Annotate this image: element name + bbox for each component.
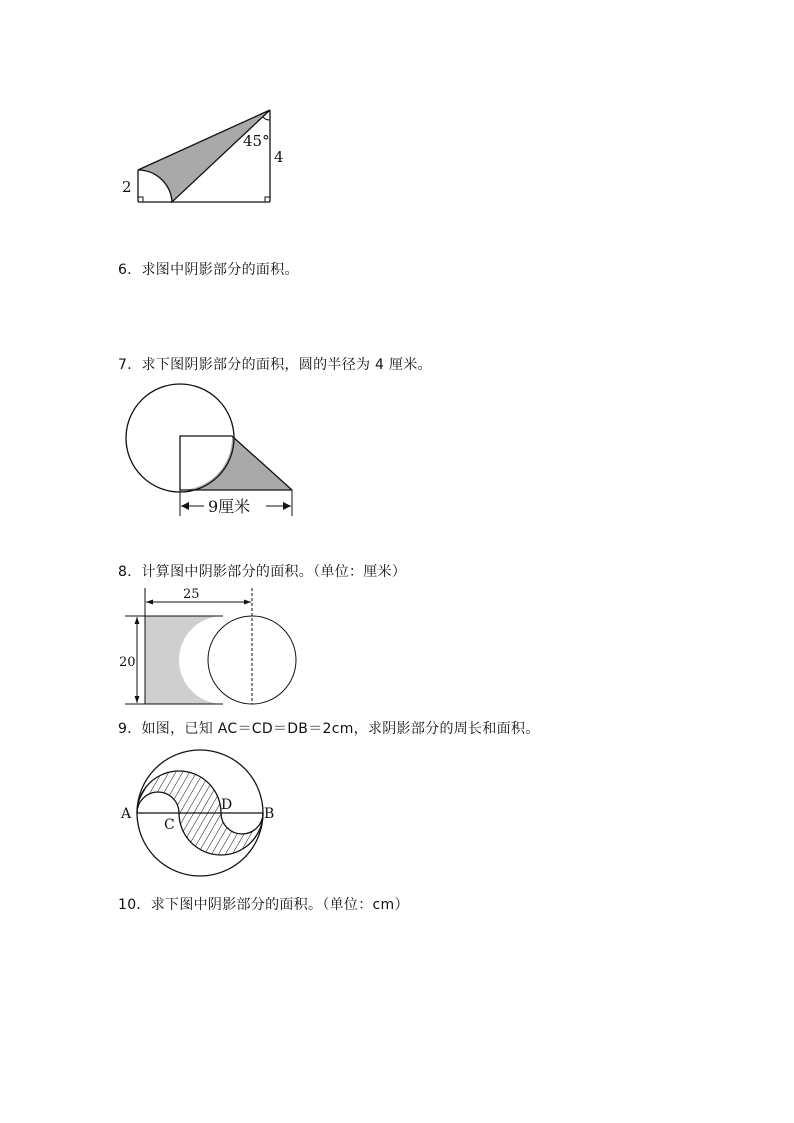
question-9: 9．如图，已知 AC＝CD＝DB＝2cm，求阴影部分的周长和面积。 [118,721,540,737]
label-b: B [264,806,275,822]
dim-arrow-left-bottom [135,696,140,703]
figure-yin-yang-circles [115,745,285,880]
label-a: A [121,806,132,822]
shaded-region [180,436,292,490]
dim-arrow-right [283,502,291,510]
label-c: C [164,817,175,833]
label-20: 20 [119,655,136,670]
question-8: 8．计算图中阴影部分的面积。（单位：厘米） [118,564,407,580]
right-angle-mark-left [138,197,143,202]
dim-arrow-top-right [244,600,251,605]
label-25: 25 [183,587,200,602]
label-d: D [221,797,233,813]
dim-arrow-left [181,502,189,510]
label-4: 4 [274,148,284,166]
question-10: 10．求下图中阴影部分的面积。（单位：cm） [118,897,409,913]
figure-circle-square-triangle [120,380,300,520]
angle-arc [263,117,270,120]
dim-arrow-left-top [135,617,140,624]
label-45-degrees: 45° [243,132,270,150]
figure-rectangle-circle [115,584,305,709]
dimension-label: 9厘米 [208,497,251,516]
dim-arrow-top-left [146,600,153,605]
figure-triangle-quarter-circle [110,100,290,215]
question-7: 7．求下图阴影部分的面积，圆的半径为 4 厘米。 [118,357,432,373]
label-2: 2 [122,178,132,196]
shaded-region [138,110,270,202]
question-6: 6．求图中阴影部分的面积。 [118,262,299,278]
right-angle-mark-right [265,197,270,202]
shaded-region [145,616,223,704]
